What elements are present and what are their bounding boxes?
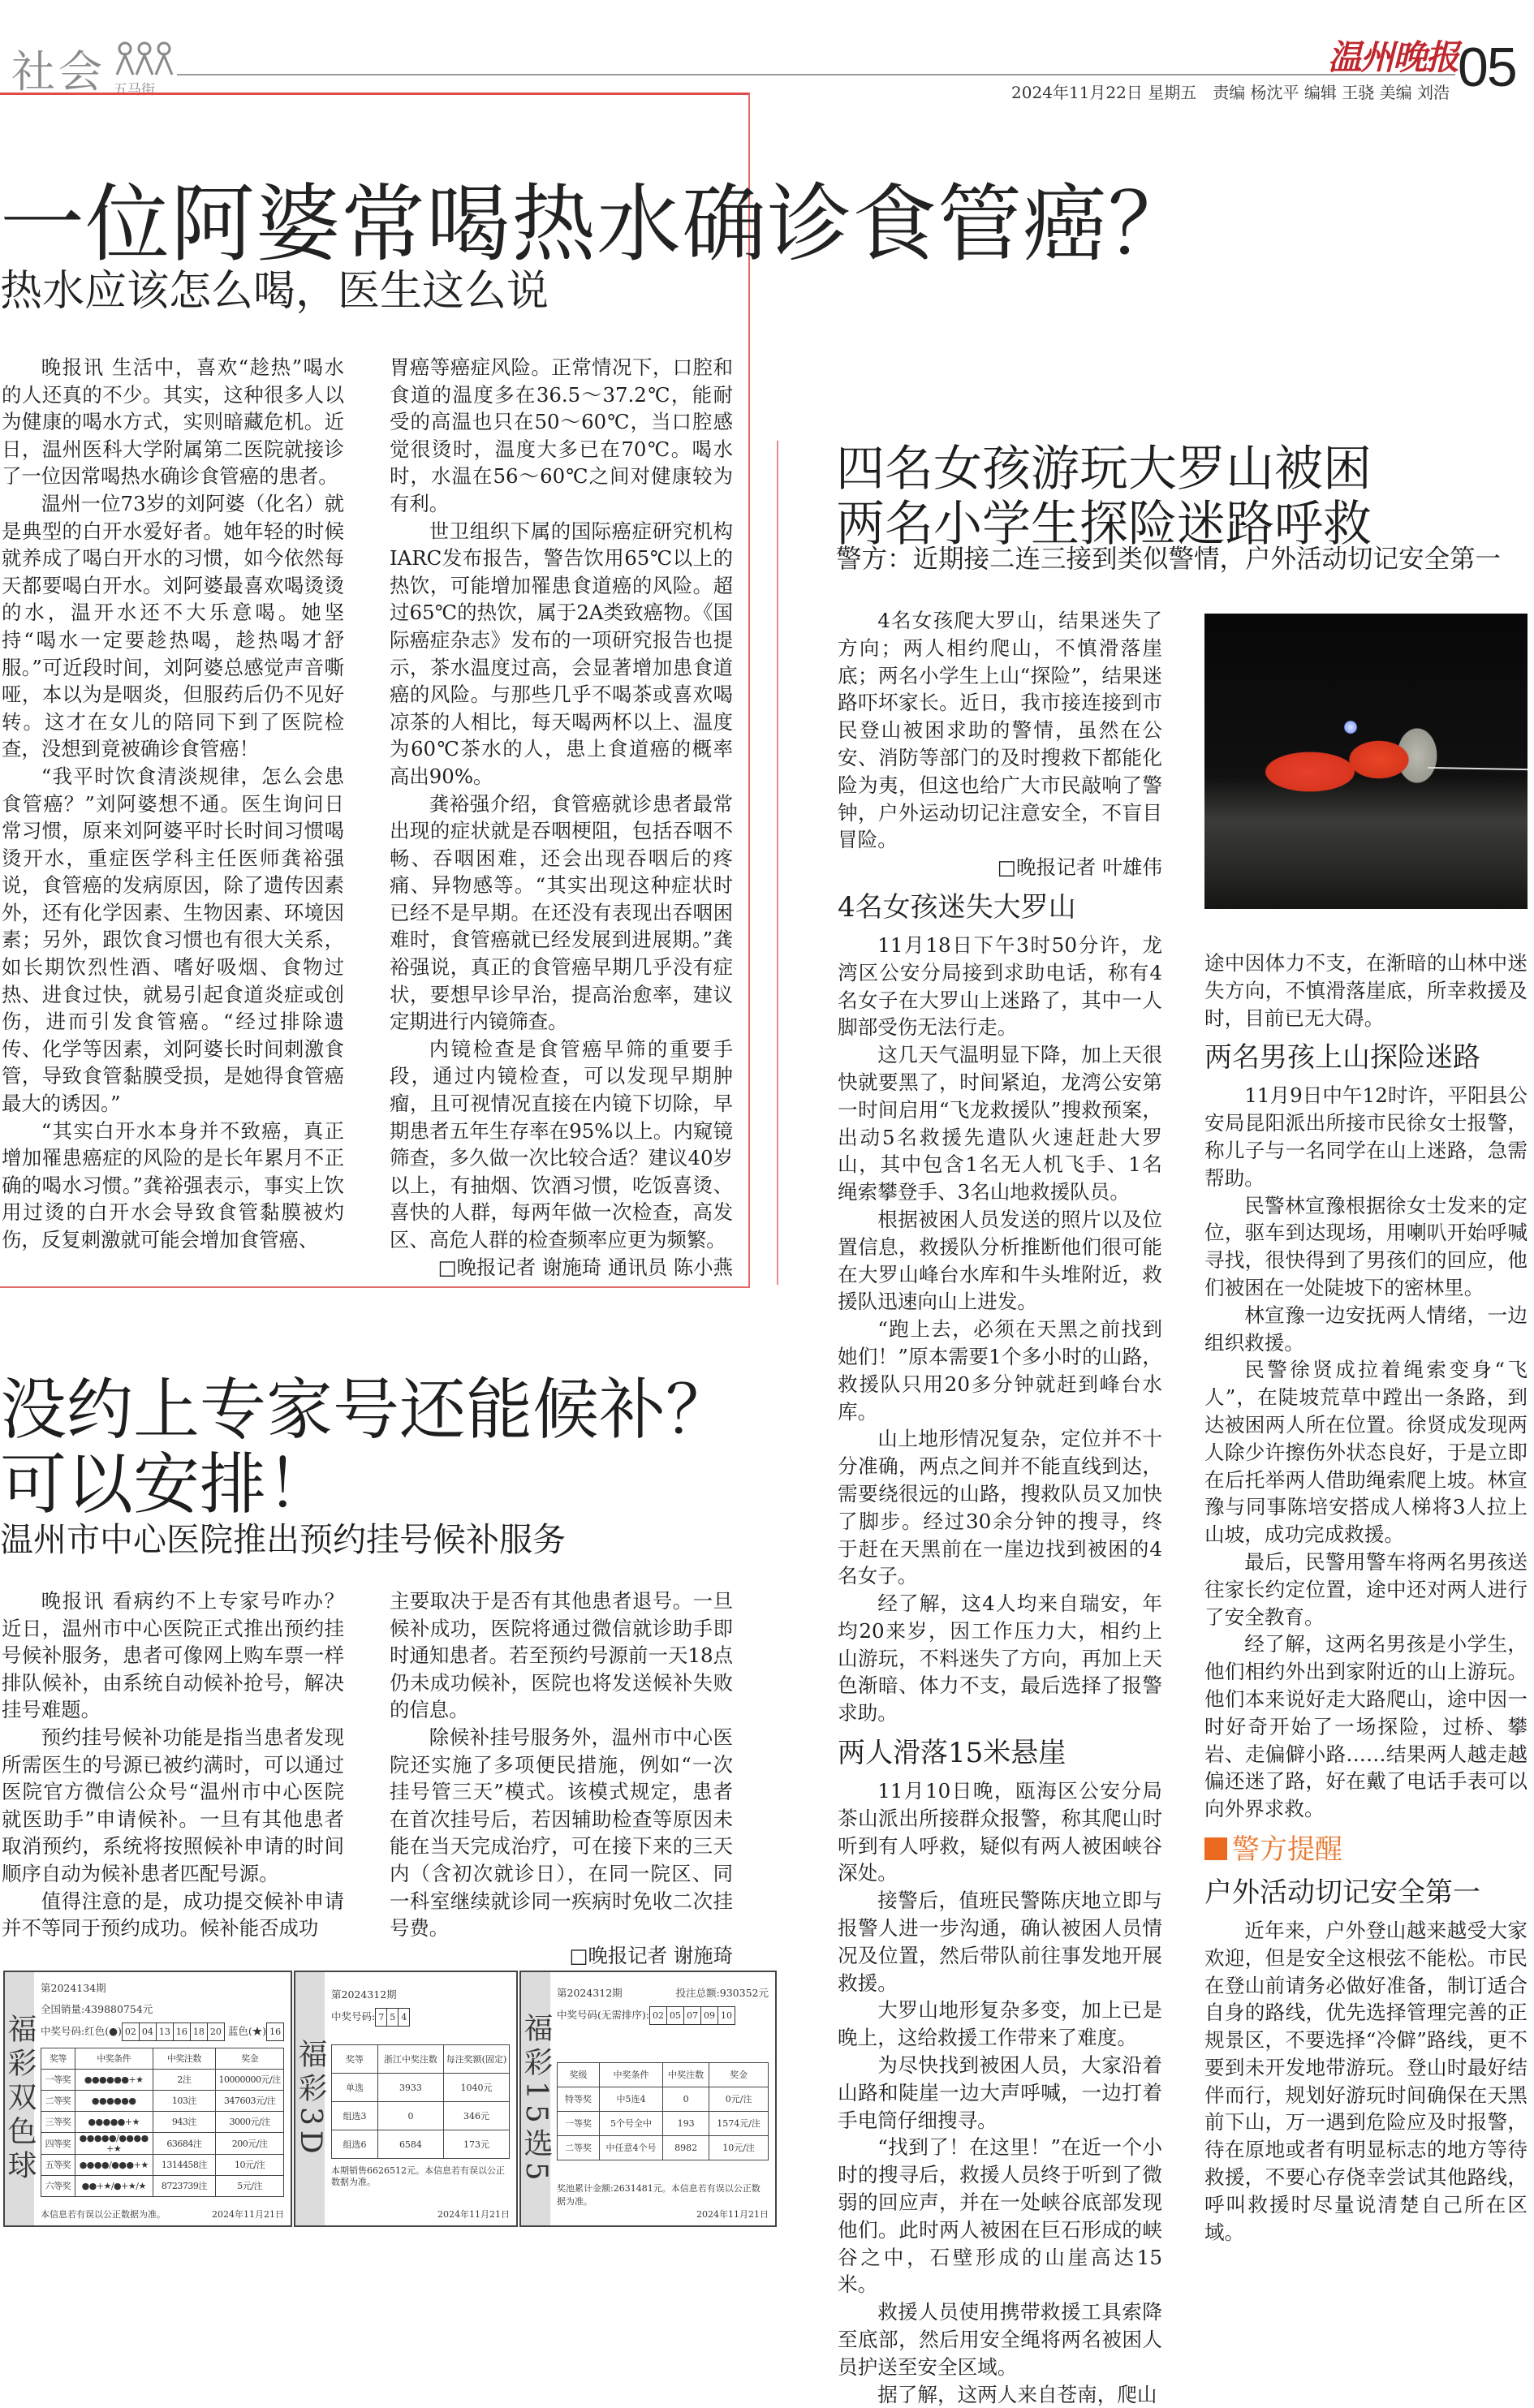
article-column bbox=[838, 607, 1162, 2408]
blue-numbers bbox=[266, 2022, 284, 2041]
table-row bbox=[41, 2133, 284, 2155]
number-ball: 7 bbox=[376, 2009, 387, 2026]
winning-numbers bbox=[649, 2006, 735, 2025]
number-ball: 05 bbox=[667, 2007, 684, 2024]
table-cell: 346元 bbox=[443, 2102, 509, 2130]
table-row bbox=[558, 2087, 769, 2112]
table-cell: 中5连4 bbox=[600, 2087, 663, 2112]
table-cell: 8982 bbox=[663, 2136, 709, 2160]
table-row bbox=[558, 2136, 769, 2160]
paragraph: 救援人员使用携带救援工具索降至底部，然后用安全绳将两名被困人员护送至安全区域。 bbox=[838, 2300, 1162, 2379]
note: 奖池累计金额:2631481元。本信息若有误以公正数据为准。 bbox=[557, 2183, 761, 2207]
paragraph: 为尽快找到被困人员，大家沿着山路和陡崖一边大声呼喊，一边打着手电筒仔细搜寻。 bbox=[838, 2053, 1162, 2132]
table-cell: 173元 bbox=[443, 2130, 509, 2159]
paragraph: 世卫组织下属的国际癌症研究机构IARC发布报告，警告饮用65℃以上的热饮，可能增加罹患食道癌的风险。超过65℃的热饮，属于2A类致癌物。《国际癌症杂志》发布的一项研究报告也提示，茶水温度过高，会显著增加患食道癌的风险。与那些几乎不喝茶或喜欢喝凉茶的人相比，每天喝两杯以上、温度为60℃茶水的人，患上食道癌的概率高出90%。 bbox=[390, 519, 733, 788]
blue-label: 蓝色(★) bbox=[227, 2025, 267, 2037]
paragraph: 11月9日中午12时许，平阳县公安局昆阳派出所接市民徐女士报警，称儿子与一名同学在山上迷路，急需帮助。 bbox=[1204, 1083, 1528, 1190]
column-header: 中奖注数 bbox=[663, 2063, 709, 2087]
number-ball: 04 bbox=[140, 2023, 157, 2040]
number-label: 中奖号码: bbox=[331, 2010, 376, 2022]
section-heading: 4名女孩迷失大罗山 bbox=[838, 890, 1076, 924]
article-title: 四名女孩游玩大罗山被困 bbox=[836, 441, 1372, 498]
prize-table bbox=[557, 2062, 769, 2160]
paragraph: 主要取决于是否有其他患者退号。一旦候补成功，医院将通过微信就诊助手即时通知患者。若至预约号源前一天18点仍未成功候补，医院也将发送候补失败的信息。 bbox=[390, 1589, 733, 1722]
number-ball: 09 bbox=[701, 2007, 718, 2024]
table-cell: 10元/注 bbox=[709, 2136, 769, 2160]
table-cell: 二等奖 bbox=[41, 2091, 75, 2112]
paragraph: 接警后，值班民警陈庆地立即与报警人进一步沟通，确认被困人员情况及位置，然后带队前往事发地开展救援。 bbox=[838, 1889, 1162, 1995]
note: 本期销售6626512元。本信息若有误以公正数据为准。 bbox=[331, 2165, 505, 2187]
table-cell: 四等奖 bbox=[41, 2133, 75, 2155]
number-ball: 13 bbox=[157, 2023, 174, 2040]
column-header: 奖等 bbox=[332, 2045, 378, 2074]
number-ball: 16 bbox=[269, 2027, 282, 2037]
table-row bbox=[332, 2130, 510, 2159]
table-cell: 103注 bbox=[153, 2091, 216, 2112]
paragraph: 经了解，这两名男孩是小学生，他们相约外出到家附近的山上游玩。他们本来说好走大路爬山，途中因一时好奇开始了一场探险，过桥、攀岩、走偏僻小路……结果两人越走越偏还迷了路，好在戴了电话手表可以向外界求救。 bbox=[1204, 1632, 1528, 1821]
red-numbers bbox=[122, 2022, 225, 2041]
paragraph: 11月18日下午3时50分许，龙湾区公安分局接到求助电话，称有4名女子在大罗山上迷路了，其中一人脚部受伤无法行走。 bbox=[838, 933, 1162, 1040]
paragraph: 最后，民警用警车将两名男孩送往家长约定位置，途中还对两人进行了安全教育。 bbox=[1204, 1549, 1528, 1629]
paragraph: 晚报讯 生活中，喜欢“趁热”喝水的人还真的不少。其实，这种很多人以为健康的喝水方式，实则暗藏危机。近日，温州医科大学附属第二医院就接诊了一位因常喝热水确诊食管癌的患者。 bbox=[2, 355, 344, 489]
number-ball: 5 bbox=[387, 2009, 399, 2026]
table-header-row bbox=[332, 2045, 510, 2074]
winning-numbers bbox=[375, 2008, 410, 2027]
article-column bbox=[390, 354, 733, 1281]
date: 2024年11月21日 bbox=[212, 2209, 284, 2220]
number-ball: 02 bbox=[650, 2007, 667, 2024]
paragraph: “找到了！在这里！”在近一个小时的搜寻后，救援人员终于听到了微弱的回应声，并在一处峡谷底部发现他们。此时两人被困在巨石形成的峡谷之中，石壁形成的山崖高达15米。 bbox=[838, 2135, 1162, 2297]
table-row bbox=[41, 2155, 284, 2176]
article-column bbox=[390, 1587, 733, 1969]
lottery-15x5 bbox=[519, 1971, 777, 2227]
lottery-3d bbox=[294, 1971, 518, 2227]
date: 2024年11月21日 bbox=[696, 2209, 769, 2220]
article-column bbox=[2, 354, 344, 1254]
column-header: 中奖条件 bbox=[75, 2048, 153, 2070]
byline: □晚报记者 叶雄伟 bbox=[997, 855, 1162, 880]
article-subtitle: 热水应该怎么喝，医生这么说 bbox=[0, 267, 549, 316]
issue: 第2024312期 bbox=[557, 1987, 623, 1999]
table-cell: 一等奖 bbox=[41, 2070, 75, 2091]
table-cell: 一等奖 bbox=[558, 2112, 600, 2136]
paragraph: 内镜检查是食管癌早筛的重要手段，通过内镜检查，可以发现早期肿瘤，且可视情况直接在内镜下切除，早期患者五年生存率在95%以上。内窥镜筛查，多久做一次比较合适？建议40岁以上，有抽烟、饮酒习惯，吃饭喜烫、喜快的人群，每两年做一次检查，高发区、高危人群的检查频率应更为频繁。 bbox=[390, 1036, 733, 1251]
lottery-label: 福彩15选5 bbox=[521, 1972, 550, 2225]
byline: □晚报记者 谢施琦 bbox=[569, 1943, 733, 1967]
paragraph: 林宣豫一边安抚两人情绪，一边组织救援。 bbox=[1204, 1303, 1528, 1355]
rescue-photo bbox=[1204, 614, 1528, 909]
date: 2024年11月21日 bbox=[437, 2209, 510, 2220]
section-heading: 户外活动切记安全第一 bbox=[1204, 1876, 1480, 1909]
table-cell: 10元/注 bbox=[216, 2155, 284, 2176]
table-cell: 193 bbox=[663, 2112, 709, 2136]
table-cell: 组选6 bbox=[332, 2130, 378, 2159]
issue: 第2024134期 bbox=[41, 1982, 106, 1994]
number-ball: 16 bbox=[174, 2023, 191, 2040]
table-cell: 组选3 bbox=[332, 2102, 378, 2130]
table-cell: 0 bbox=[377, 2102, 443, 2130]
column-header: 中奖注数 bbox=[153, 2048, 216, 2070]
paragraph: 温州一位73岁的刘阿婆（化名）就是典型的白开水爱好者。她年轻的时候就养成了喝白开水的习惯，如今依然每天都要喝白开水。刘阿婆最喜欢喝烫烫的水，温开水还不大乐意喝。她坚持“喝水一定要趁热喝，趁热喝才舒服。”可近段时间，刘阿婆总感觉声音嘶哑，本以为是咽炎，但服药后仍不见好转。这才在女儿的陪同下到了医院检查，没想到竟被确诊食管癌！ bbox=[2, 491, 344, 761]
table-cell: 1314458注 bbox=[153, 2155, 216, 2176]
table-cell: 200元/注 bbox=[216, 2133, 284, 2155]
table-header-row bbox=[558, 2063, 769, 2087]
note: 本信息若有误以公正数据为准。 bbox=[41, 2209, 166, 2220]
table-cell: 0 bbox=[663, 2087, 709, 2112]
table-cell: ●●+★/●+★/★ bbox=[75, 2176, 153, 2197]
paragraph: 山上地形情况复杂，定位并不十分准确，两点之间并不能直线到达，需要绕很远的山路，搜救队员又加快了脚步。经过30余分钟的搜寻，终于赶在天黑前在一崖边找到被困的4名女子。 bbox=[838, 1427, 1162, 1588]
paragraph: 途中因体力不支，在渐暗的山林中迷失方向，不慎滑落崖底，所幸救援及时，目前已无大碍。 bbox=[1204, 951, 1528, 1030]
total-bets: 投注总额:930352元 bbox=[675, 1987, 769, 1999]
article-title: 一位阿婆常喝热水确诊食管癌？ bbox=[0, 174, 1194, 274]
number-ball: 4 bbox=[401, 2012, 407, 2022]
table-row bbox=[558, 2112, 769, 2136]
table-cell: 10000000元/注 bbox=[216, 2070, 284, 2091]
table-cell: 六等奖 bbox=[41, 2176, 75, 2197]
newspaper-masthead: 温州晚报 bbox=[1328, 37, 1459, 77]
table-cell: 8723739注 bbox=[153, 2176, 216, 2197]
number-ball: 18 bbox=[191, 2023, 208, 2040]
table-cell: 6584 bbox=[377, 2130, 443, 2159]
paragraph: 除候补挂号服务外，温州市中心医院还实施了多项便民措施，例如“一次挂号管三天”模式。该模式规定，患者在首次挂号后，若因辅助检查等原因未能在当天完成治疗，可在接下来的三天内（含初次就诊日），在同一院区、同一科室继续就诊同一疾病时免收二次挂号费。 bbox=[390, 1725, 733, 1941]
article-title-line2: 两名小学生探险迷路呼救 bbox=[836, 496, 1372, 553]
column-header: 奖级 bbox=[558, 2063, 600, 2087]
table-cell: 单选 bbox=[332, 2074, 378, 2102]
table-cell: ●●●●●+★ bbox=[75, 2112, 153, 2133]
section-heading: 两人滑落15米悬崖 bbox=[838, 1737, 1066, 1770]
column-divider bbox=[777, 441, 778, 1285]
lottery-ssq bbox=[3, 1971, 292, 2227]
paragraph: 民警徐贤成拉着绳索变身“飞人”，在陡坡荒草中蹚出一条路，到达被困两人所在位置。徐贤成发现两人除少许擦伤外状态良好，于是立即在后托举两人借助绳索爬上坡。林宣豫与同事陈培安搭成人梯将3人拉上山坡，成功完成救援。 bbox=[1204, 1358, 1528, 1547]
paragraph: 值得注意的是，成功提交候补申请并不等同于预约成功。候补能否成功 bbox=[2, 1889, 344, 1941]
table-row bbox=[41, 2091, 284, 2112]
lottery-label: 福彩双色球 bbox=[5, 1972, 34, 2225]
table-cell: 五等奖 bbox=[41, 2155, 75, 2176]
paragraph: 民警林宣豫根据徐女士发来的定位，驱车到达现场，用喇叭开始呼喊寻找，很快得到了男孩们的回应，他们被困在一处陡坡下的密林里。 bbox=[1204, 1193, 1528, 1299]
article-subtitle: 警方：近期接二连三接到类似警情，户外活动切记安全第一 bbox=[836, 545, 1502, 574]
table-cell: 2注 bbox=[153, 2070, 216, 2091]
paragraph: 预约挂号候补功能是指当患者发现所需医生的号源已被约满时，可以通过医院官方微信公众号“温州市中心医院就医助手”申请候补。一旦有其他患者取消预约，系统将按照候补申请的时间顺序自动为候补患者匹配号源。 bbox=[2, 1725, 344, 1885]
paragraph: 近年来，户外登山越来越受大家欢迎，但是安全这根弦不能松。市民在登山前请务必做好准备，制订适合自身的路线，优先选择管理完善的正规景区，不要选择“冷僻”路线，更不要到未开发地带游玩。登山时最好结伴而行，规划好游玩时间确保在天黑前下山，万一遇到危险应及时报警，待在原地或者有明显标志的地方等待救援，不要心存侥幸尝试其他路线，呼叫救援时尽量说清楚自己所在区域。 bbox=[1204, 1918, 1528, 2244]
table-cell: ●●●●●● bbox=[75, 2091, 153, 2112]
column-header: 奖金 bbox=[709, 2063, 769, 2087]
table-cell: 特等奖 bbox=[558, 2087, 600, 2112]
paragraph: 据了解，这两人来自苍南，爬山 bbox=[877, 2382, 1157, 2406]
paragraph: “我平时饮食清淡规律，怎么会患食管癌？”刘阿婆想不通。医生询问日常习惯，原来刘阿婆平时长时间习惯喝烫开水，重症医学科主任医师龚裕强说，食管癌的发病原因，除了遗传因素外，还有化学因素、生物因素、环境因素；另外，跟饮食习惯也有很大关系，如长期饮烈性酒、嗜好吸烟、食物过热、进食过快，就易引起食道炎症或创伤，进而引发食管癌。“经过排除遗传、化学等因素，刘阿婆长时间刺激食管，导致食管黏膜受损，是她得食管癌最大的诱因。” bbox=[2, 764, 344, 1116]
table-cell: 63684注 bbox=[153, 2133, 216, 2155]
prize-table bbox=[41, 2048, 284, 2197]
number-ball: 07 bbox=[684, 2007, 701, 2024]
alert-tag bbox=[1204, 1833, 1528, 1867]
table-cell: 1574元/注 bbox=[709, 2112, 769, 2136]
page-number: 05 bbox=[1458, 37, 1516, 98]
column-header: 奖等 bbox=[41, 2048, 75, 2070]
number-ball: 20 bbox=[209, 2027, 222, 2037]
lottery-label: 福彩3D bbox=[295, 1972, 325, 2225]
article-title-line2: 可以安排！ bbox=[0, 1446, 334, 1523]
table-row bbox=[332, 2074, 510, 2102]
table-row bbox=[41, 2112, 284, 2133]
rope bbox=[1428, 767, 1528, 770]
table-row bbox=[41, 2176, 284, 2197]
table-row bbox=[41, 2070, 284, 2091]
table-cell: 347603元/注 bbox=[216, 2091, 284, 2112]
table-cell: 0元/注 bbox=[709, 2087, 769, 2112]
table-cell: ●●●●●●+★ bbox=[75, 2070, 153, 2091]
column-header: 浙江中奖注数 bbox=[377, 2045, 443, 2074]
table-cell: 5元/注 bbox=[216, 2176, 284, 2197]
table-cell: ●●●●/●●●+★ bbox=[75, 2155, 153, 2176]
table-row bbox=[332, 2102, 510, 2130]
column-header: 中奖条件 bbox=[600, 2063, 663, 2087]
table-cell: 3000元/注 bbox=[216, 2112, 284, 2133]
article-subtitle: 温州市中心医院推出预约挂号候补服务 bbox=[0, 1520, 566, 1559]
article-title: 没约上专家号还能候补？ bbox=[0, 1372, 733, 1449]
number-label: 中奖号码(无需排序): bbox=[557, 2009, 649, 2021]
paragraph: 根据被困人员发送的照片以及位置信息，救援队分析推断他们很可能在大罗山峰台水库和牛头堆附近，救援队迅速向山上进发。 bbox=[838, 1207, 1162, 1314]
paragraph: “跑上去，必须在天黑之前找到她们！”原本需要1个多小时的山路，救援队只用20多分钟就赶到峰台水库。 bbox=[838, 1317, 1162, 1424]
sales: 全国销量:439880754元 bbox=[41, 2003, 153, 2015]
header-rule bbox=[177, 74, 1455, 75]
table-cell: 3933 bbox=[377, 2074, 443, 2102]
paragraph: “其实白开水本身并不致癌，真正增加罹患癌症的风险的是长年累月不正确的喝水习惯。”龚裕强表示，事实上饮用过烫的白开水会导致食管黏膜被灼伤，反复刺激就可能会增加食管癌、 bbox=[2, 1118, 344, 1251]
table-cell: 943注 bbox=[153, 2112, 216, 2133]
paragraph: 这几天气温明显下降，加上天很快就要黑了，时间紧迫，龙湾公安第一时间启用“飞龙救援队”搜救预案，出动5名救援先遣队火速赶赴大罗山，其中包含1名无人机飞手、1名绳索攀登手、3名山地救援队员。 bbox=[838, 1043, 1162, 1204]
number-ball: 10 bbox=[720, 2010, 732, 2021]
paragraph: 大罗山地形复杂多变，加上已是晚上，这给救援工作带来了难度。 bbox=[838, 1998, 1162, 2050]
paragraph: 龚裕强介绍，食管癌就诊患者最常出现的症状就是吞咽梗阻，包括吞咽不畅、吞咽困难，还会出现吞咽后的疼痛、异物感等。“其实出现这种症状时已经不是早期。在还没有表现出吞咽困难时，食管癌就已经发展到进展期。”龚裕强说，真正的食管癌早期几乎没有症状，要想早诊早治，提高治愈率，建议定期进行内镜筛查。 bbox=[390, 791, 733, 1034]
dateline: 2024年11月22日 星期五 责编 杨沈平 编辑 王骁 美编 刘浩 bbox=[1011, 83, 1450, 102]
table-header-row bbox=[41, 2048, 284, 2070]
article-column bbox=[2, 1587, 344, 1942]
table-cell: ●●●●●/●●●●+★ bbox=[75, 2133, 153, 2155]
column-header: 每注奖额(固定) bbox=[443, 2045, 509, 2074]
table-cell: 5个号全中 bbox=[600, 2112, 663, 2136]
table-cell: 中任意4个号 bbox=[600, 2136, 663, 2160]
paragraph: 经了解，这4人均来自瑞安，年均20来岁，因工作压力大，相约上山游玩，不料迷失了方向，再加上天色渐暗、体力不支，最后选择了报警求助。 bbox=[838, 1592, 1162, 1725]
column-header: 奖金 bbox=[216, 2048, 284, 2070]
square-icon bbox=[1204, 1837, 1227, 1860]
table-cell: 二等奖 bbox=[558, 2136, 600, 2160]
issue: 第2024312期 bbox=[331, 1988, 397, 2001]
section-name: 社会 bbox=[11, 46, 106, 97]
paragraph: 4名女孩爬大罗山，结果迷失了方向；两人相约爬山，不慎滑落崖底；两名小学生上山“探险”，结果迷路吓坏家长。近日，我市接连接到市民登山被困求助的警情，虽然在公安、消防等部门的及时搜救下都能化险为夷，但这也给广大市民敲响了警钟，户外运动切记注意安全，不盲目冒险。 bbox=[838, 609, 1162, 852]
section-subtitle: 五马街 bbox=[114, 82, 155, 98]
red-label: 中奖号码:红色(●) bbox=[41, 2025, 122, 2037]
paragraph: 11月10日晚，瓯海区公安分局茶山派出所接群众报警，称其爬山时听到有人呼救，疑似有两人被困峡谷深处。 bbox=[838, 1779, 1162, 1885]
byline: □晚报记者 谢施琦 通讯员 陈小燕 bbox=[437, 1255, 733, 1279]
table-cell: 1040元 bbox=[443, 2074, 509, 2102]
paragraph: 胃癌等癌症风险。正常情况下，口腔和食道的温度多在36.5～37.2℃，能耐受的高温也只在50～60℃，当口腔感觉很烫时，温度大多已在70℃。喝水时，水温在56～60℃之间对健康较为有利。 bbox=[390, 355, 733, 515]
article-column bbox=[1204, 950, 1528, 2246]
table-cell: 三等奖 bbox=[41, 2112, 75, 2133]
section-logo-icon bbox=[114, 41, 175, 80]
alert-tag-label: 警方提醒 bbox=[1232, 1833, 1342, 1866]
paragraph: 晚报讯 看病约不上专家号咋办？近日，温州市中心医院正式推出预约挂号候补服务，患者可像网上购车票一样排队候补，由系统自动候补抢号，解决挂号难题。 bbox=[2, 1589, 344, 1722]
prize-table bbox=[331, 2044, 510, 2159]
section-heading: 两名男孩上山探险迷路 bbox=[1204, 1041, 1480, 1075]
number-ball: 02 bbox=[123, 2023, 140, 2040]
